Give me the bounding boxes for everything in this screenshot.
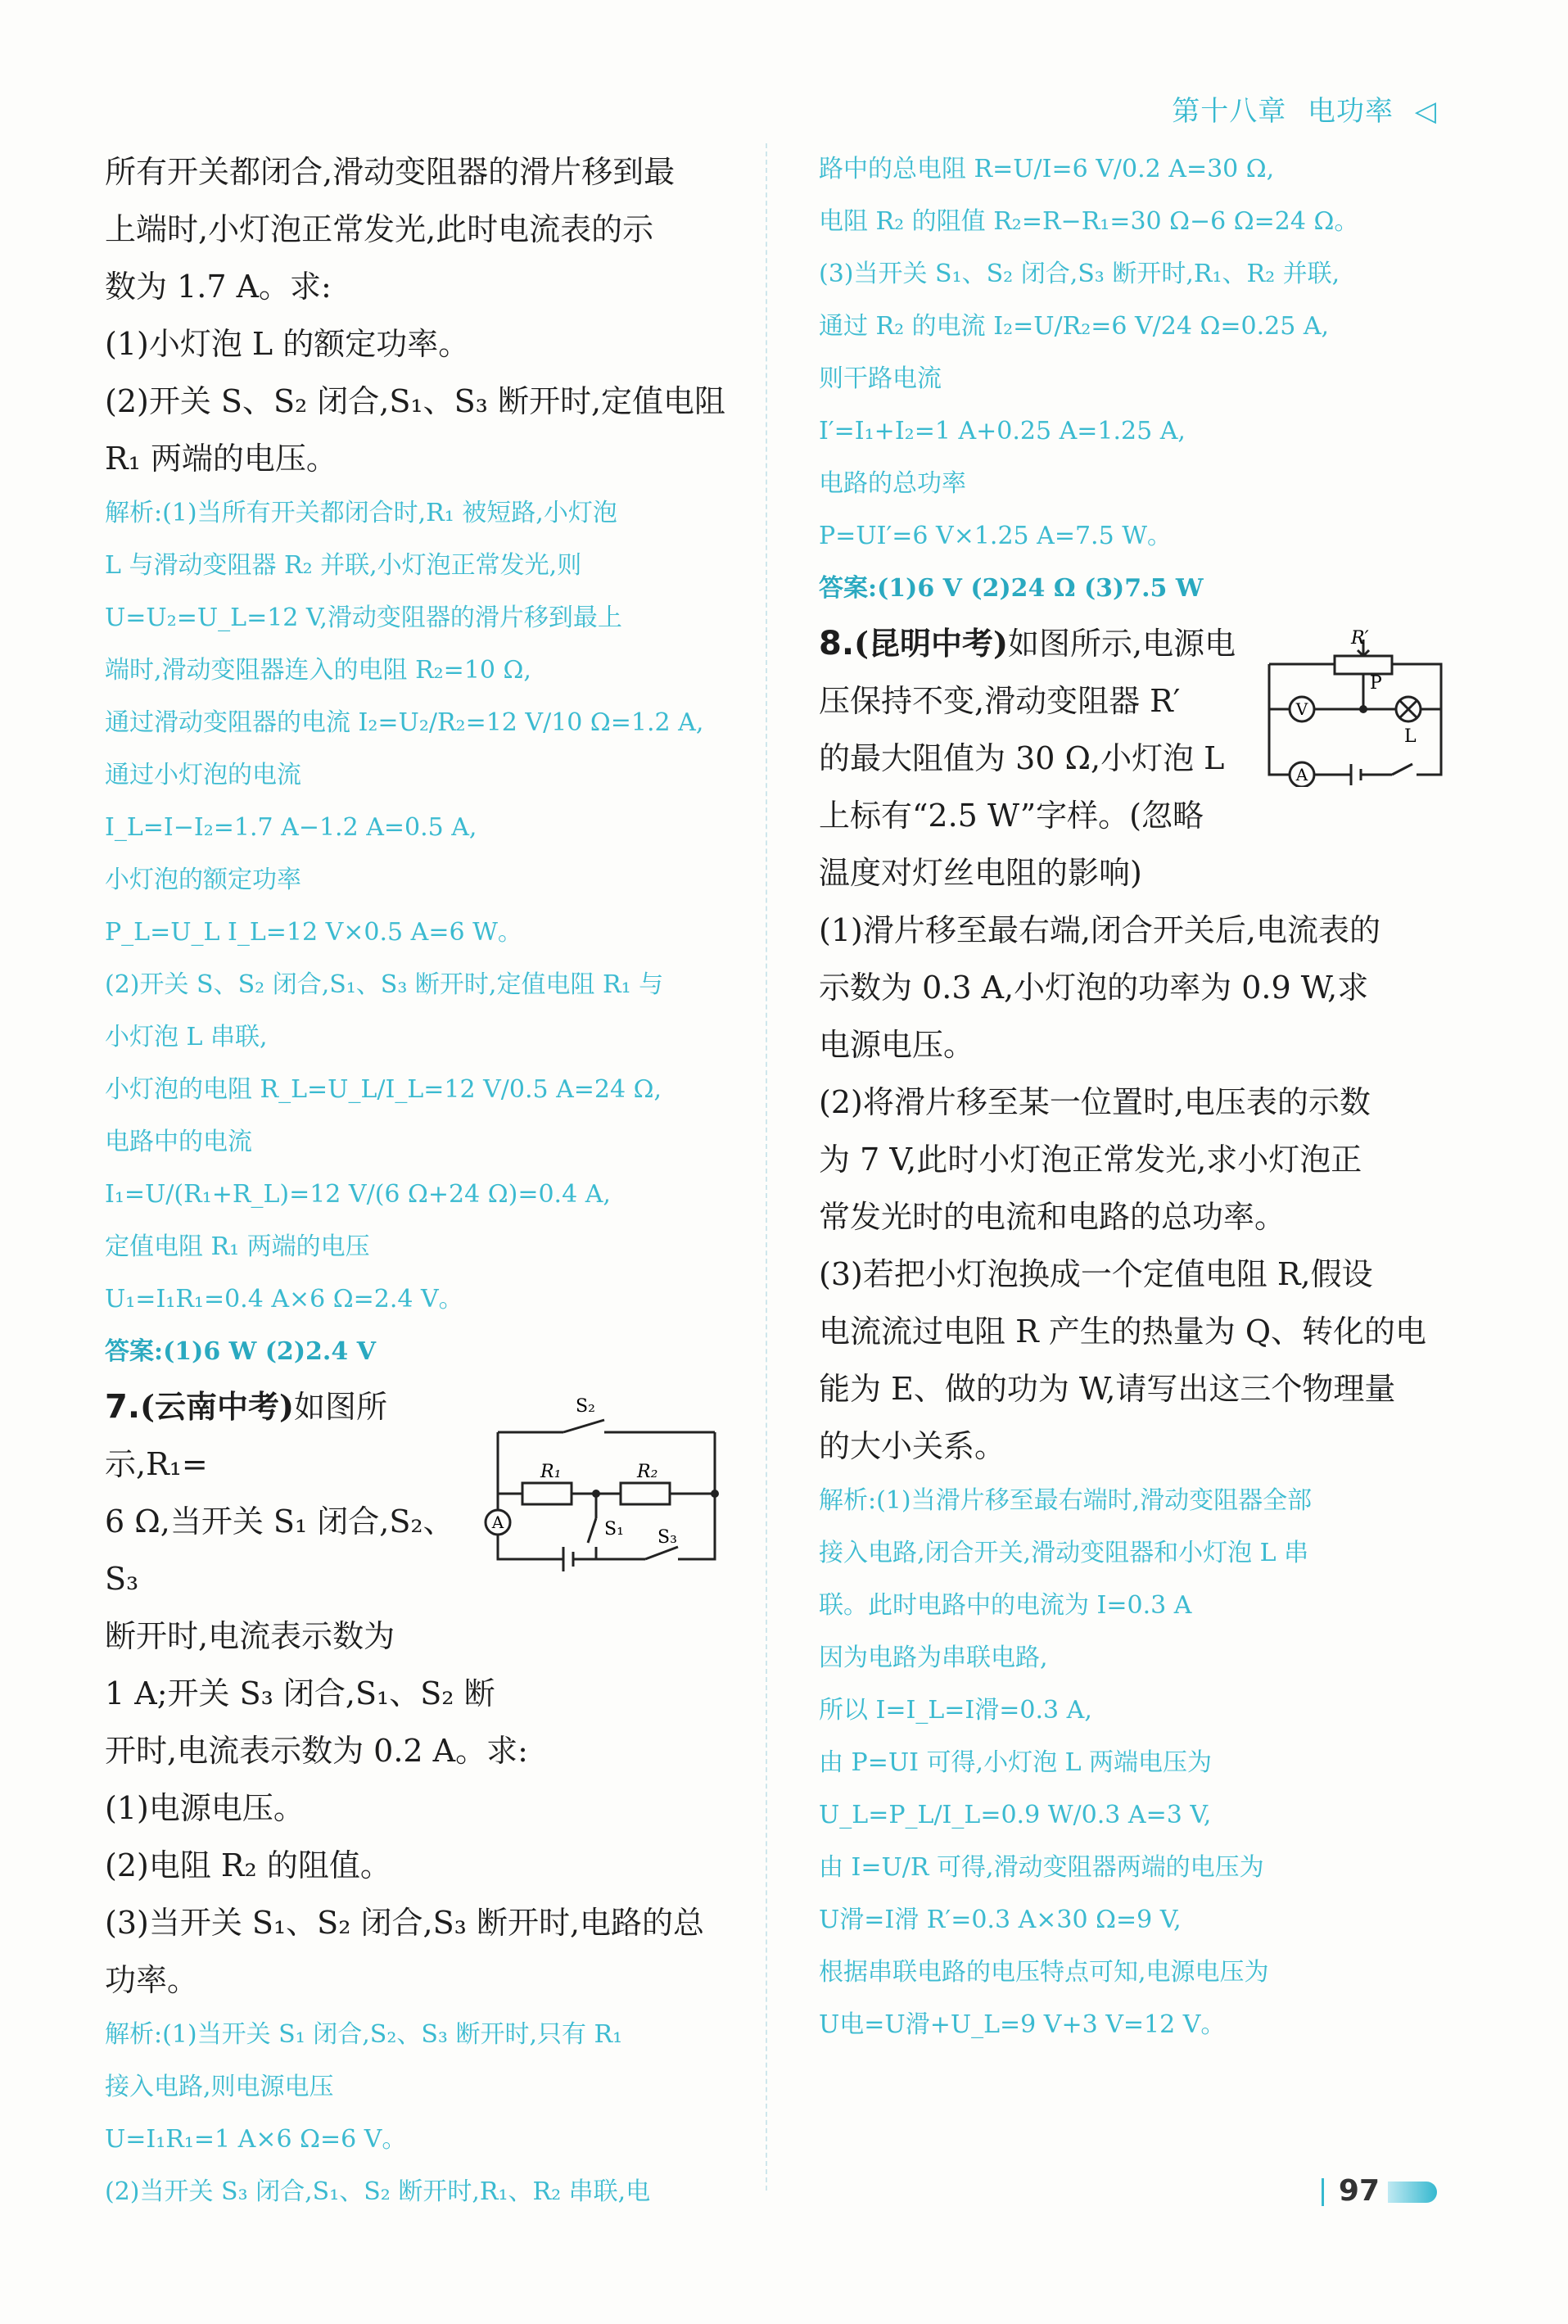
q8-analysis-line: U_L=P_L/I_L=0.9 W/0.3 A=3 V, <box>819 1801 1212 1829</box>
analysis-line: 通过滑动变阻器的电流 I₂=U₂/R₂=12 V/10 Ω=1.2 A, <box>105 708 704 737</box>
q7-analysis-cont: 则干路电流 <box>819 364 942 393</box>
q8-analysis-line: 所以 I=I_L=I滑=0.3 A, <box>819 1696 1092 1725</box>
chapter-header <box>1160 88 1437 129</box>
q6-intro-2: 上端时,小灯泡正常发光,此时电流表的示 <box>105 211 654 247</box>
q7-answer: 答案:(1)6 V (2)24 Ω (3)7.5 W <box>819 574 1204 603</box>
q7-s3-label: S₃ <box>657 1527 677 1548</box>
q8-part: 电源电压。 <box>819 1027 975 1063</box>
chapter-label: 第十八章 <box>1172 95 1287 128</box>
q6-part1: (1)小灯泡 L 的额定功率。 <box>105 326 470 362</box>
q8-analysis-line: U滑=I滑 R′=0.3 A×30 Ω=9 V, <box>819 1906 1182 1934</box>
analysis-line: 解析:(1)当所有开关都闭合时,R₁ 被短路,小灯泡 <box>105 499 617 527</box>
q7-ammeter-label: A <box>491 1512 504 1532</box>
question-8 <box>819 615 1449 2051</box>
q8-voltmeter-label: V <box>1295 699 1308 719</box>
q7-analysis-cont: I′=I₁+I₂=1 A+0.25 A=1.25 A, <box>819 417 1186 445</box>
q7-source: (云南中考) <box>140 1388 294 1425</box>
q8-analysis-line: 解析:(1)当滑片移至最右端时,滑动变阻器全部 <box>819 1486 1313 1515</box>
analysis-line: 电路中的电流 <box>105 1128 252 1156</box>
page-number-decoration <box>1388 2182 1437 2203</box>
analysis-line: 小灯泡 L 串联, <box>105 1023 268 1051</box>
q7-line: 6 Ω,当开关 S₁ 闭合,S₂、S₃ <box>105 1503 454 1597</box>
q6-intro-1: 所有开关都闭合,滑动变阻器的滑片移到最 <box>105 154 676 190</box>
chapter-title: 电功率 <box>1308 95 1394 128</box>
q8-analysis-line: 因为电路为串联电路, <box>819 1644 1048 1672</box>
analysis-line: I_L=I−I₂=1.7 A−1.2 A=0.5 A, <box>105 813 477 842</box>
analysis-line: P_L=U_L I_L=12 V×0.5 A=6 W。 <box>105 918 522 947</box>
q8-analysis-line: U电=U滑+U_L=9 V+3 V=12 V。 <box>819 2010 1226 2039</box>
q7-text: 如图所示,R₁= <box>105 1389 388 1482</box>
q7-analysis-line: U=I₁R₁=1 A×6 Ω=6 V。 <box>105 2125 407 2154</box>
q6-analysis <box>105 487 727 1326</box>
q8-analysis-line: 由 P=UI 可得,小灯泡 L 两端电压为 <box>819 1748 1213 1777</box>
q8-analysis-line: 接入电路,闭合开关,滑动变阻器和小灯泡 L 串 <box>819 1539 1309 1567</box>
analysis-line: L 与滑动变阻器 R₂ 并联,小灯泡正常发光,则 <box>105 551 582 580</box>
q8-part: 的大小关系。 <box>819 1428 1006 1464</box>
analysis-line: I₁=U/(R₁+R_L)=12 V/(6 Ω+24 Ω)=0.4 A, <box>105 1180 611 1209</box>
q8-analysis-line: 根据串联电路的电压特点可知,电源电压为 <box>819 1958 1269 1987</box>
q8-line: 的最大阻值为 30 Ω,小灯泡 L <box>819 740 1225 776</box>
q6-answer: 答案:(1)6 W (2)2.4 V <box>105 1337 376 1366</box>
q7-s1-label: S₁ <box>604 1519 624 1540</box>
left-column <box>105 143 727 2218</box>
page-number-bar <box>1322 2178 1324 2206</box>
q7-part: (3)当开关 S₁、S₂ 闭合,S₃ 断开时,电路的总 <box>105 1905 705 1941</box>
analysis-line: U=U₂=U_L=12 V,滑动变阻器的滑片移到最上 <box>105 604 622 632</box>
q7-analysis-line: 解析:(1)当开关 S₁ 闭合,S₂、S₃ 断开时,只有 R₁ <box>105 2020 623 2049</box>
analysis-line: (2)开关 S、S₂ 闭合,S₁、S₃ 断开时,定值电阻 R₁ 与 <box>105 970 664 999</box>
q7-circuit-diagram <box>481 1383 727 1571</box>
q8-part: (3)若把小灯泡换成一个定值电阻 R,假设 <box>819 1256 1373 1292</box>
right-column <box>819 143 1449 2051</box>
q7-analysis-cont: 路中的总电阻 R=U/I=6 V/0.2 A=30 Ω, <box>819 155 1275 183</box>
page-number <box>1322 2174 1437 2208</box>
q7-s2-label: S₂ <box>576 1396 595 1417</box>
analysis-line: 小灯泡的电阻 R_L=U_L/I_L=12 V/0.5 A=24 Ω, <box>105 1075 662 1104</box>
q7-part: 功率。 <box>105 1962 199 1998</box>
analysis-line: 定值电阻 R₁ 两端的电压 <box>105 1232 370 1261</box>
q8-analysis-line: 由 I=U/R 可得,滑动变阻器两端的电压为 <box>819 1853 1264 1882</box>
q8-slider-label: P <box>1370 673 1382 694</box>
q8-rp-label: R′ <box>1351 628 1369 649</box>
q8-part: 能为 E、做的功为 W,请写出这三个物理量 <box>819 1371 1396 1407</box>
q7-part: (2)电阻 R₂ 的阻值。 <box>105 1847 391 1883</box>
q7-line: 断开时,电流表示数为 <box>105 1618 395 1654</box>
q8-part: 为 7 V,此时小灯泡正常发光,求小灯泡正 <box>819 1142 1362 1178</box>
analysis-line: U₁=I₁R₁=0.4 A×6 Ω=2.4 V。 <box>105 1285 463 1313</box>
q8-analysis-line: 联。此时电路中的电流为 I=0.3 A <box>819 1591 1192 1620</box>
q7-analysis-cont: 通过 R₂ 的电流 I₂=U/R₂=6 V/24 Ω=0.25 A, <box>819 312 1330 341</box>
q7-analysis-line: 接入电路,则电源电压 <box>105 2073 334 2101</box>
q8-part: (2)将滑片移至某一位置时,电压表的示数 <box>819 1084 1371 1120</box>
q6-part2-a: (2)开关 S、S₂ 闭合,S₁、S₃ 断开时,定值电阻 <box>105 383 726 419</box>
q8-part: 电流流过电阻 R 产生的热量为 Q、转化的电 <box>819 1313 1427 1350</box>
analysis-line: 端时,滑动变阻器连入的电阻 R₂=10 Ω, <box>105 656 531 685</box>
q7-analysis-cont: 电阻 R₂ 的阻值 R₂=R−R₁=30 Ω−6 Ω=24 Ω。 <box>819 207 1359 236</box>
q7-analysis-cont: (3)当开关 S₁、S₂ 闭合,S₃ 断开时,R₁、R₂ 并联, <box>819 260 1340 288</box>
q8-part: 常发光时的电流和电路的总功率。 <box>819 1199 1286 1235</box>
analysis-line: 通过小灯泡的电流 <box>105 761 301 789</box>
q8-line: 压保持不变,滑动变阻器 R′ <box>819 683 1181 719</box>
q6-intro-3: 数为 1.7 A。求: <box>105 269 332 305</box>
column-divider <box>766 143 767 2191</box>
q7-part: (1)电源电压。 <box>105 1790 305 1826</box>
q8-circuit-diagram <box>1261 623 1449 787</box>
q8-number: 8. <box>819 625 855 662</box>
q7-number: 7. <box>105 1388 141 1426</box>
q7-analysis-cont: P=UI′=6 V×1.25 A=7.5 W。 <box>819 522 1173 550</box>
q6-part2-b: R₁ 两端的电压。 <box>105 441 337 477</box>
question-7 <box>105 1378 727 2218</box>
q7-r1-label: R₁ <box>540 1462 562 1482</box>
q8-line: 上标有“2.5 W”字样。(忽略 <box>819 798 1204 834</box>
q8-ammeter-label: A <box>1295 765 1308 784</box>
q8-text: 如图所示,电源电 <box>1008 626 1236 662</box>
q8-part: 示数为 0.3 A,小灯泡的功率为 0.9 W,求 <box>819 970 1369 1006</box>
q7-line: 1 A;开关 S₃ 闭合,S₁、S₂ 断 <box>105 1675 495 1711</box>
q7-analysis-line: (2)当开关 S₃ 闭合,S₁、S₂ 断开时,R₁、R₂ 串联,电 <box>105 2177 651 2206</box>
analysis-line: 小灯泡的额定功率 <box>105 866 301 894</box>
q8-part: (1)滑片移至最右端,闭合开关后,电流表的 <box>819 912 1380 948</box>
q7-analysis-cont: 电路的总功率 <box>819 469 966 498</box>
page-number-text: 97 <box>1338 2174 1380 2208</box>
chapter-marker-icon: ◁ <box>1414 95 1437 128</box>
q8-source: (昆明中考) <box>854 625 1008 662</box>
q8-line: 温度对灯丝电阻的影响) <box>819 855 1142 891</box>
q7-line: 开时,电流表示数为 0.2 A。求: <box>105 1733 528 1769</box>
q8-lamp-label: L <box>1404 726 1417 747</box>
q7-r2-label: R₂ <box>637 1462 658 1482</box>
